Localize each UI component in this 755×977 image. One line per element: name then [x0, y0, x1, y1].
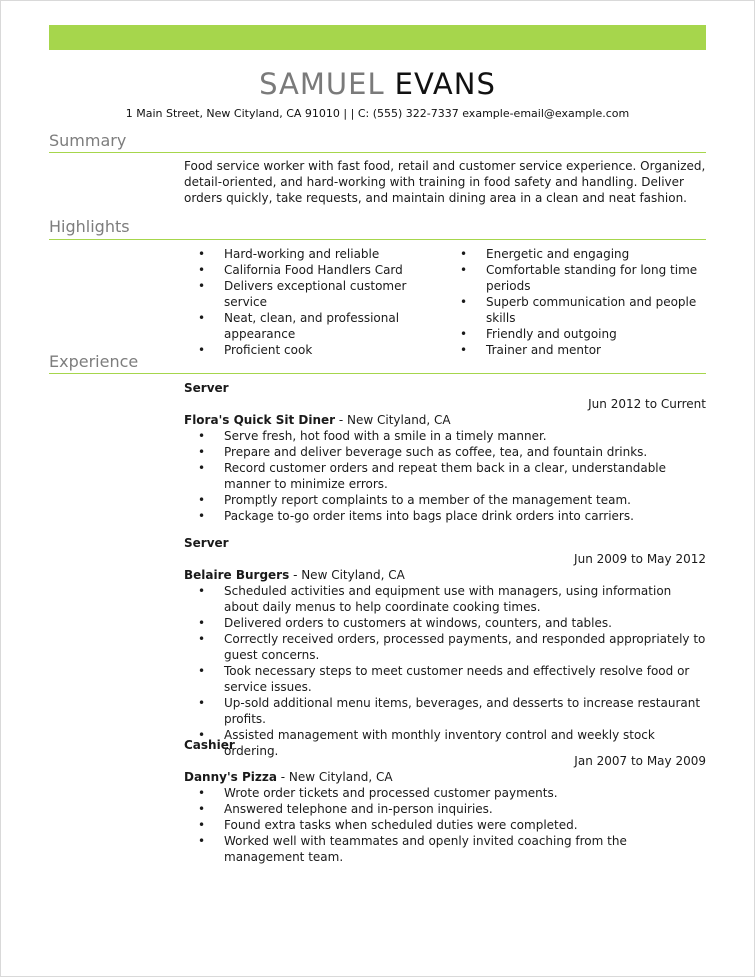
bullet-icon: •	[198, 616, 206, 630]
bullet-icon: •	[198, 429, 206, 443]
highlights-right-list	[446, 246, 708, 358]
list-item: • Correctly received orders, processed payments, and responded appropriately to guest concerns.	[198, 632, 706, 662]
list-item: • Record customer orders and repeat them back in a clear, understandable manner to minimize errors.	[198, 461, 667, 491]
summary-divider	[49, 152, 706, 153]
job-company: Belaire Burgers - New Cityland, CA	[184, 568, 405, 582]
contact-info: 1 Main Street, New Cityland, CA 91010 | | C: (555) 322-7337 example-email@example.com	[125, 107, 630, 120]
highlight-item: • Hard-working and reliable	[198, 247, 380, 261]
highlight-item: • Delivers exceptional customer service	[198, 279, 407, 309]
list-item: • Worked well with teammates and openly invited coaching from the management team.	[198, 834, 627, 864]
job-company: Flora's Quick Sit Diner - New Cityland, CA	[184, 413, 451, 427]
job-role: Cashier	[184, 738, 235, 752]
list-item: • Assisted management with monthly inventory control and weekly stock ordering.	[198, 728, 655, 758]
list-item: • Delivered orders to customers at windows, counters, and tables.	[198, 616, 612, 630]
bullet-icon: •	[460, 343, 468, 357]
accent-bar	[49, 25, 706, 50]
bullet-icon: •	[198, 343, 206, 357]
bullet-icon: •	[198, 584, 206, 598]
highlight-item: • California Food Handlers Card	[198, 263, 403, 277]
highlight-item: • Proficient cook	[198, 343, 313, 357]
bullet-icon: •	[198, 664, 206, 678]
list-item: • Prepare and deliver beverage such as coffee, tea, and fountain drinks.	[198, 445, 648, 459]
bullet-icon: •	[198, 311, 206, 325]
experience-heading: Experience	[49, 352, 139, 371]
job-dates: Jun 2012 to Current	[588, 397, 706, 411]
bullet-icon: •	[460, 327, 468, 341]
highlight-item: • Superb communication and people skills	[460, 295, 697, 325]
bullet-icon: •	[198, 818, 206, 832]
bullet-icon: •	[460, 247, 468, 261]
list-item: • Answered telephone and in-person inquiries.	[198, 802, 493, 816]
bullet-icon: •	[198, 493, 206, 507]
bullet-icon: •	[198, 802, 206, 816]
bullet-icon: •	[198, 263, 206, 277]
list-item: • Up-sold additional menu items, beverages, and desserts to increase restaurant profits.	[198, 696, 701, 726]
list-item: • Package to-go order items into bags place drink orders into carriers.	[198, 509, 634, 523]
bullet-icon: •	[198, 834, 206, 848]
bullet-icon: •	[198, 696, 206, 710]
job-role: Server	[184, 381, 229, 395]
summary-heading: Summary	[49, 131, 127, 150]
list-item: • Wrote order tickets and processed customer payments.	[198, 786, 558, 800]
list-item: • Promptly report complaints to a member of the management team.	[198, 493, 631, 507]
job-company: Danny's Pizza - New Cityland, CA	[184, 770, 393, 784]
bullet-icon: •	[460, 295, 468, 309]
bullet-icon: •	[198, 632, 206, 646]
job-bullets	[184, 583, 706, 759]
highlights-left-list	[184, 246, 446, 358]
bullet-icon: •	[198, 461, 206, 475]
experience-divider	[49, 373, 706, 374]
first-name: SAMUEL	[259, 67, 385, 101]
list-item: • Scheduled activities and equipment use with managers, using information about daily menus to help coordinate cooking times.	[198, 584, 672, 614]
highlight-item: • Neat, clean, and professional appearance	[198, 311, 400, 341]
job-bullets	[184, 428, 706, 524]
job-role: Server	[184, 536, 229, 550]
bullet-icon: •	[460, 263, 468, 277]
bullet-icon: •	[198, 786, 206, 800]
bullet-icon: •	[198, 279, 206, 293]
highlight-item: • Comfortable standing for long time periods	[460, 263, 698, 293]
highlight-item: • Trainer and mentor	[460, 343, 601, 357]
candidate-name	[0, 66, 755, 102]
list-item: • Found extra tasks when scheduled duties were completed.	[198, 818, 578, 832]
job-bullets	[184, 785, 706, 865]
job-dates: Jun 2009 to May 2012	[574, 552, 706, 566]
bullet-icon: •	[198, 247, 206, 261]
list-item: • Took necessary steps to meet customer needs and effectively resolve food or service issues.	[198, 664, 690, 694]
bullet-icon: •	[198, 445, 206, 459]
job-dates: Jan 2007 to May 2009	[574, 754, 706, 768]
bullet-icon: •	[198, 728, 206, 742]
highlights-divider	[49, 239, 706, 240]
last-name: EVANS	[394, 67, 496, 101]
highlights-heading: Highlights	[49, 217, 130, 236]
highlight-item: • Energetic and engaging	[460, 247, 630, 261]
bullet-icon: •	[198, 509, 206, 523]
list-item: • Serve fresh, hot food with a smile in a timely manner.	[198, 429, 547, 443]
summary-text: Food service worker with fast food, retail and customer service experience. Organized, detail-oriented, and hard-working with training in food safety and handling. Deliver orders quickly, take requests, and maintain dining area in a clean and neat fashion.	[184, 159, 706, 205]
highlight-item: • Friendly and outgoing	[460, 327, 617, 341]
